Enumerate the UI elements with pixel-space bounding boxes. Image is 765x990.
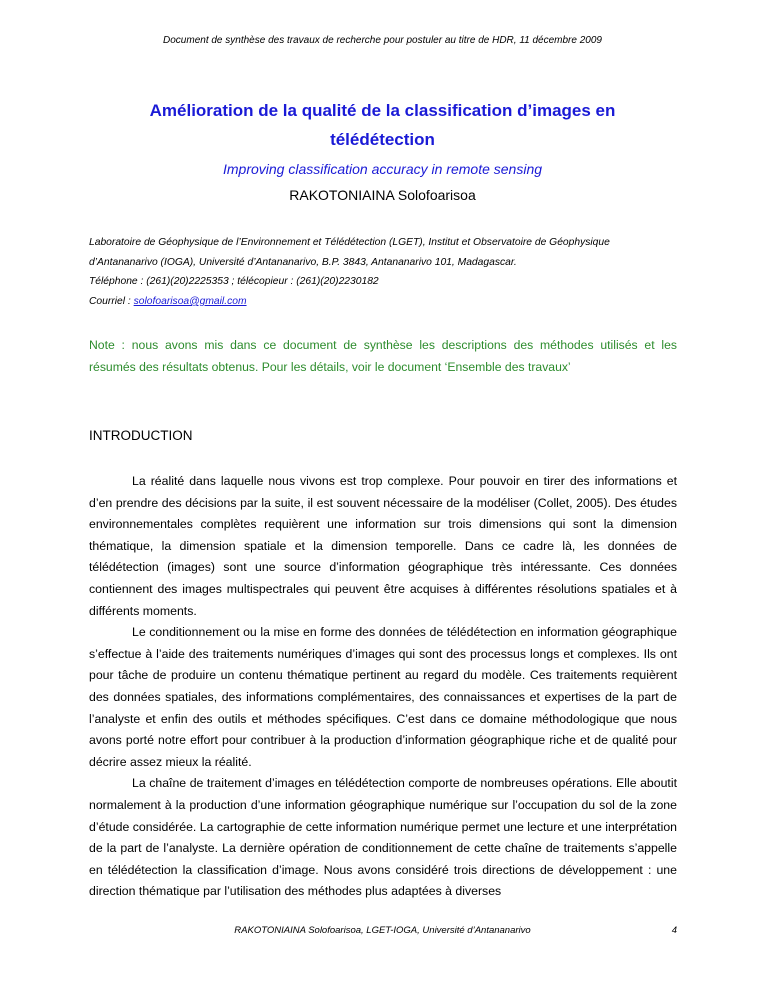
- running-header: Document de synthèse des travaux de recherche pour postuler au titre de HDR, 11 décembre 2009: [163, 35, 602, 46]
- paragraph-1: La réalité dans laquelle nous vivons est trop complexe. Pour pouvoir en tirer des informations et d’en prendre des décisions par la suite, il est souvent nécessaire de la modéliser (Collet, 2005). Des études environnementales complètes requièrent une information sur trois dimensions qui sont la dimension thématique, la dimension spatiale et la dimension temporelle. Dans ce cadre là, les données de télédétection (images) sont une source d’information géographique très intéressante. Ces données contiennent des images multispectrales qui peuvent être acquises à différentes résolutions spatiales et à différents moments.: [89, 474, 677, 618]
- section-heading-introduction: INTRODUCTION: [89, 428, 193, 443]
- affiliation-block: [89, 233, 679, 311]
- email-link[interactable]: solofoarisoa@gmail.com: [133, 295, 247, 307]
- paragraph-3: La chaîne de traitement d’images en télédétection comporte de nombreuses opérations. Elle aboutit normalement à la production d’une information géographique numérique sur l’occupation du sol de la zone d’étude considérée. La cartographie de cette information numérique permet une lecture et une interprétation de la part de l’analyste. La dernière opération de conditionnement de cette chaîne de traitements s’appelle en télédétection la classification d’image. Nous avons considéré trois directions de développement : une direction thématique par l’utilisation des méthodes plus adaptées à diverses: [89, 776, 677, 899]
- page-footer: RAKOTONIAINA Solofoarisoa, LGET-IOGA, Université d’Antananarivo: [234, 925, 531, 936]
- paragraph-2: Le conditionnement ou la mise en forme des données de télédétection en information géographique s’effectue à l’aide des traitements numériques d’images qui sont des processus longs et complexes. Ils ont pour tâche de produire un contenu thématique pertinent au regard du modèle. Ces traitements requièrent des données spatiales, des informations complémentaires, des connaissances et expertises de la part de l’analyste et enfin des outils et méthodes spécifiques. C’est dans ce domaine méthodologique que nous avons porté notre effort pour contribuer à la production d’information géographique riche et de qualité pour décrire assez mieux la réalité.: [89, 625, 677, 769]
- affiliation-phone: Téléphone : (261)(20)2225353 ; télécopieur : (261)(20)2230182: [89, 276, 379, 288]
- document-title: Amélioration de la qualité de la classification d’images en télédétection: [149, 101, 616, 149]
- affiliation-lab: Laboratoire de Géophysique de l’Environnement et Télédétection (LGET), Institut et Observatoire de Géophysique d’Antananarivo (IOGA), Université d’Antananarivo, B.P. 3843, Antananarivo 101, Madagascar.: [89, 237, 610, 268]
- author-name: RAKOTONIAINA Solofoarisoa: [289, 187, 476, 203]
- document-subtitle: Improving classification accuracy in remote sensing: [222, 161, 543, 177]
- note-block: [89, 334, 677, 378]
- email-label: Courriel :: [89, 295, 134, 307]
- page-number: 4: [671, 925, 677, 936]
- body-text: [89, 471, 677, 903]
- note-line-2: résumés des résultats obtenus. Pour les détails, voir le document ‘Ensemble des travaux’: [89, 360, 571, 374]
- affiliation-email-line: [89, 292, 679, 312]
- note-line-1: Note : nous avons mis dans ce document de synthèse les descriptions des méthodes utilisés et les: [89, 338, 677, 352]
